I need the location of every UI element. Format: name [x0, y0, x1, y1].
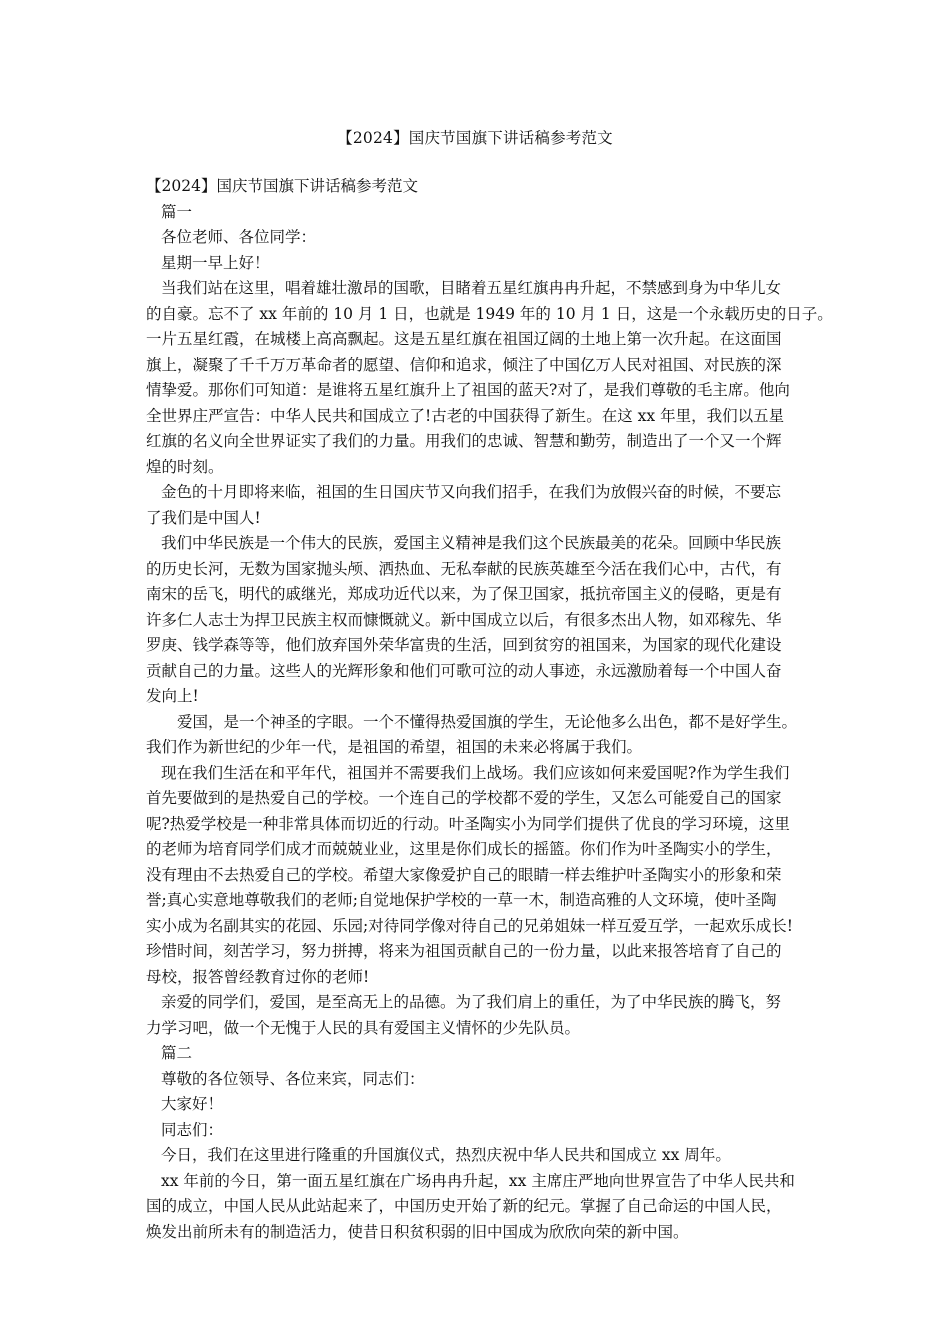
- text-line: 全世界庄严宣告：中华人民共和国成立了!古老的中国获得了新生。在这 xx 年里，我们以五星: [146, 406, 785, 425]
- document-body: [146, 174, 833, 1245]
- text-line: 发向上!: [146, 687, 199, 705]
- text-line: 焕发出前所未有的制造活力，使昔日积贫积弱的旧中国成为欣欣向荣的新中国。: [146, 1222, 689, 1241]
- text-line: 国的成立，中国人民从此站起来了，中国历史开始了新的纪元。掌握了自己命运的中国人民，: [146, 1197, 782, 1215]
- text-line: 力学习吧，做一个无愧于人民的具有爱国主义情怀的少先队员。: [146, 1018, 581, 1037]
- text-line: 的老师为培育同学们成才而兢兢业业，这里是你们成长的摇篮。你们作为叶圣陶实小的学生，: [146, 840, 782, 858]
- text-line: 贡献自己的力量。这些人的光辉形象和他们可歌可泣的动人事迹，永远激励着每一个中国人奋: [146, 661, 782, 680]
- text-line: 罗庚、钱学森等等，他们放弃国外荣华富贵的生活，回到贫穷的祖国来，为国家的现代化建设: [146, 636, 782, 654]
- text-line: 星期一早上好！: [161, 253, 270, 272]
- text-line: 我们作为新世纪的少年一代，是祖国的希望，祖国的未来必将属于我们。: [146, 738, 643, 756]
- text-line: 爱国，是一个神圣的字眼。一个不懂得热爱国旗的学生，无论他多么出色，都不是好学生。: [177, 712, 798, 731]
- text-line: 了我们是中国人!: [146, 508, 261, 527]
- text-line: 煌的时刻。: [146, 457, 224, 476]
- text-line: 的历史长河，无数为国家抛头颅、洒热血、无私奉献的民族英雄至今活在我们心中，古代，有: [146, 559, 782, 578]
- text-line: 今日，我们在这里进行隆重的升国旗仪式，热烈庆祝中华人民共和国成立 xx 周年。: [161, 1146, 731, 1164]
- text-line: 珍惜时间，刻苦学习，努力拼搏，将来为祖国贡献自己的一份力量，以此来报答培育了自己的: [146, 942, 782, 960]
- text-line: 我们中华民族是一个伟大的民族，爱国主义精神是我们这个民族最美的花朵。回顾中华民族: [161, 534, 782, 552]
- text-line: 的自豪。忘不了 xx 年前的 10 月 1 日，也就是 1949 年的 10 月 1 日，这是一个永载历史的日子。: [146, 304, 833, 323]
- text-line: 情挚爱。那你们可知道：是谁将五星红旗升上了祖国的蓝天?对了，是我们尊敬的毛主席。他向: [146, 381, 790, 399]
- text-line: 大家好！: [161, 1095, 224, 1113]
- text-line: 现在我们生活在和平年代，祖国并不需要我们上战场。我们应该如何来爱国呢?作为学生我们: [161, 763, 790, 782]
- text-line: 各位老师、各位同学：: [161, 228, 317, 246]
- text-line: 南宋的岳飞，明代的戚继光，郑成功近代以来，为了保卫国家，抵抗帝国主义的侵略，更是有: [146, 585, 782, 603]
- text-line: xx 年前的今日，第一面五星红旗在广场冉冉升起，xx 主席庄严地向世界宣告了中华人民共和: [161, 1171, 795, 1190]
- text-line: 【2024】国庆节国旗下讲话稿参考范文: [146, 177, 418, 195]
- text-line: 红旗的名义向全世界证实了我们的力量。用我们的忠诚、智慧和勤劳，制造出了一个又一个辉: [146, 432, 782, 450]
- text-line: 亲爱的同学们，爱国，是至高无上的品德。为了我们肩上的重任，为了中华民族的腾飞，努: [161, 993, 782, 1011]
- text-line: 誉;真心实意地尊敬我们的老师;自觉地保护学校的一草一木，制造高雅的人文环境，使叶圣陶: [146, 891, 777, 909]
- text-line: 当我们站在这里，唱着雄壮激昂的国歌，目睹着五星红旗冉冉升起，不禁感到身为中华儿女: [161, 279, 782, 297]
- text-line: 篇二: [161, 1044, 193, 1062]
- text-line: 实小成为名副其实的花园、乐园;对待同学像对待自己的兄弟姐妹一样互爱互学，一起欢乐成长!: [146, 916, 793, 935]
- text-line: 首先要做到的是热爱自己的学校。一个连自己的学校都不爱的学生，又怎么可能爱自己的国家: [146, 789, 782, 807]
- text-line: 金色的十月即将来临，祖国的生日国庆节又向我们招手，在我们为放假兴奋的时候，不要忘: [161, 483, 782, 501]
- text-line: 呢?热爱学校是一种非常具体而切近的行动。叶圣陶实小为同学们提供了优良的学习环境，这里: [146, 814, 790, 833]
- text-line: 篇一: [161, 202, 193, 221]
- page-title: 【2024】国庆节国旗下讲话稿参考范文: [337, 129, 613, 147]
- text-line: 母校，报答曾经教育过你的老师!: [146, 967, 370, 986]
- text-line: 没有理由不去热爱自己的学校。希望大家像爱护自己的眼睛一样去维护叶圣陶实小的形象和荣: [146, 865, 782, 884]
- text-line: 许多仁人志士为捍卫民族主权而慷慨就义。新中国成立以后，有很多杰出人物，如邓稼先、华: [146, 610, 782, 629]
- text-line: 旗上，凝聚了千千万万革命者的愿望、信仰和追求，倾注了中国亿万人民对祖国、对民族的深: [146, 355, 782, 374]
- text-line: 同志们：: [161, 1120, 224, 1139]
- text-line: 一片五星红霞，在城楼上高高飘起。这是五星红旗在祖国辽阔的土地上第一次升起。在这面国: [146, 330, 782, 348]
- text-line: 尊敬的各位领导、各位来宾，同志们：: [161, 1069, 425, 1088]
